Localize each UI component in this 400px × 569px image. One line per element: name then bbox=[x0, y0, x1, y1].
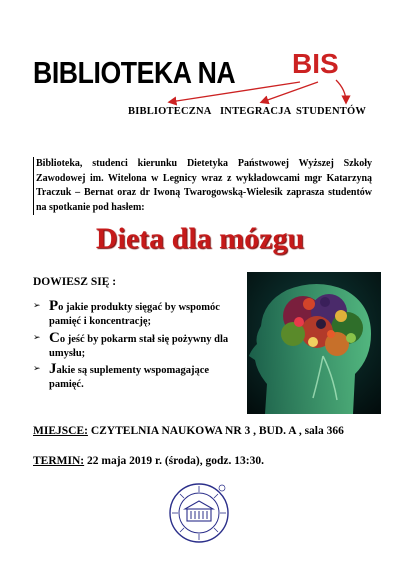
learn-item-text: o jeść by pokarm stał się pożywny dla umysłu; bbox=[49, 334, 229, 359]
place-value: CZYTELNIA NAUKOWA NR 3 , BUD. A , sala 366 bbox=[87, 425, 344, 437]
term-value: 22 maja 2019 r. (środa), godz. 13:30. bbox=[84, 455, 264, 467]
learn-item bbox=[33, 332, 243, 360]
acronym-word-biblioteczna: BIBLIOTECZNA bbox=[128, 106, 212, 117]
learn-item bbox=[33, 363, 243, 391]
term-label: TERMIN: bbox=[33, 455, 85, 467]
arrow-bullet-icon: ➢ bbox=[33, 364, 41, 374]
acronym-word-integracja: INTEGRACJA bbox=[220, 106, 292, 117]
event-place bbox=[33, 425, 344, 437]
arrow-bullet-icon: ➢ bbox=[33, 301, 41, 311]
place-label: MIEJSCE: bbox=[33, 425, 88, 437]
arrow-i bbox=[262, 82, 318, 102]
arrow-bullet-icon: ➢ bbox=[33, 333, 41, 343]
learn-item-initial: C bbox=[49, 330, 60, 346]
university-seal-icon bbox=[168, 482, 230, 544]
learn-item-initial: J bbox=[49, 361, 57, 377]
intro-paragraph: Biblioteka, studenci kierunku Dietetyka Państwowej Wyższej Szkoły Zawodowej im. Witelona w Legnicy wraz z wykładowcami mgr Katarzyną Traczuk – Bernat oraz dr Iwoną Twarogowską-Wielesik zaprasza studentów na spotkanie pod hasłem: bbox=[33, 157, 372, 215]
learn-heading: DOWIESZ SIĘ : bbox=[33, 276, 117, 288]
poster-title: BIBLIOTEKA NA bbox=[33, 55, 236, 90]
brain-food-head-image bbox=[247, 272, 381, 414]
acronym-word-studentow: STUDENTÓW bbox=[296, 106, 367, 117]
event-date bbox=[33, 455, 264, 467]
learn-item-text: akie są suplementy wspomagające pamięć. bbox=[49, 365, 210, 390]
learn-item bbox=[33, 300, 243, 328]
arrow-s bbox=[336, 80, 346, 102]
event-title: Dieta dla mózgu bbox=[95, 222, 305, 255]
learn-item-text: o jakie produkty sięgać by wspomóc pamięć i koncentrację; bbox=[49, 302, 220, 327]
poster-title-bis: BIS bbox=[292, 48, 339, 79]
learn-item-initial: P bbox=[49, 298, 59, 314]
